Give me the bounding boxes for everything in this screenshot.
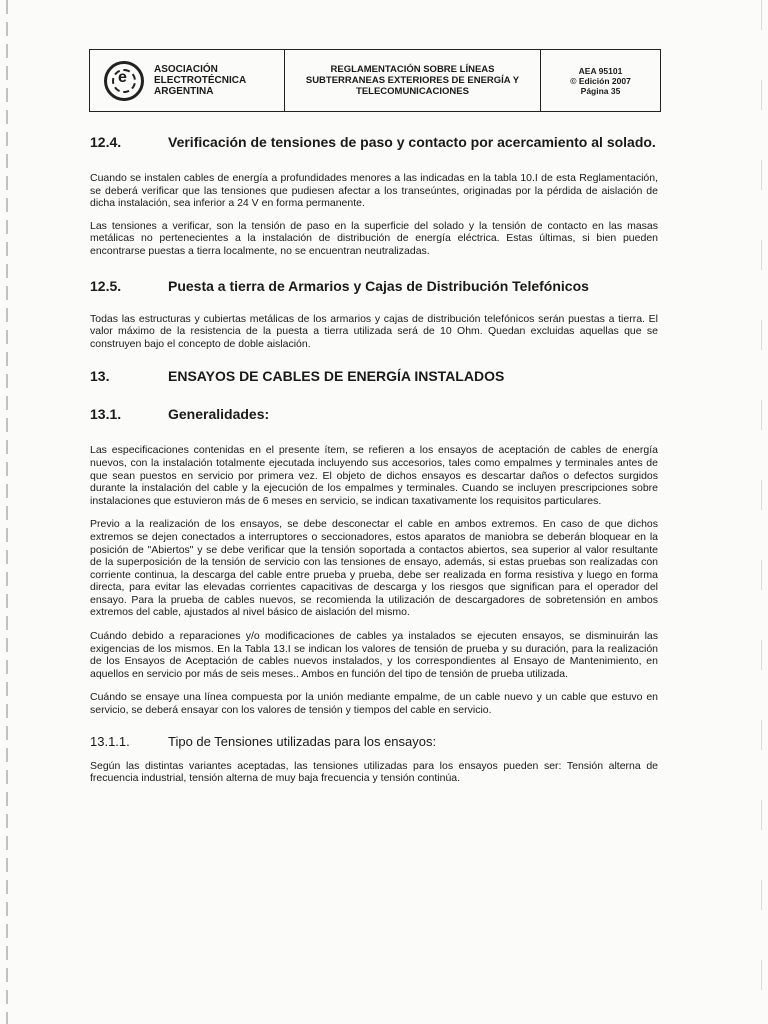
section-heading-12-5 [90,277,658,295]
doc-edition: © Edición 2007 [570,75,631,86]
org-line: ELECTROTÉCNICA [154,75,247,86]
header-title-cell [285,50,541,111]
org-line: ARGENTINA [154,86,214,97]
section-number: 13.1. [90,406,122,423]
scan-left-edge [6,0,8,1024]
section-heading-13 [90,367,658,385]
scan-right-edge [761,0,762,1024]
section-heading-13-1 [90,405,658,423]
paragraph: Según las distintas variantes aceptadas, las tensiones utilizadas para los ensayos pueden ser: Tensión alterna de frecuencia industrial, tensión alterna de muy baja frecuencia y tensión continúa. [90,759,658,785]
paragraph: Las especificaciones contenidas en el presente ítem, se refieren a los ensayos de aceptación de cables de energía nuevos, con la instalación totalmente ejecutada incluyendo sus accesorios, tales como empalmes y terminales antes de que sean puestos en servicio por primera vez. El objeto de dichos ensayos es descartar daños o defectos surgidos durante la instalación del cable y la ejecución de los empalmes y terminales. Cuando se incluyen prescripciones sobre instalaciones que estuvieron más de 6 meses en servicio, se indican taxativamente los requisitos particulares. [90,444,658,507]
paragraph: Cuándo debido a reparaciones y/o modificaciones de cables ya instalados se ejecuten ensayos, se disminuirán las exigencias de los mismos. En la Tabla 13.I se indican los valores de tensión de prueba y su duración, para la realización de los Ensayos de Aceptación de cables nuevos instalados, y los correspondientes al Ensayo de Mantenimiento, en aquellos en servicio por más de seis meses.. Ambos en función del tipo de tensión de prueba utilizada. [90,630,658,680]
section-heading-13-1-1 [90,734,658,750]
section-title: Tipo de Tensiones utilizadas para los ensayos: [168,733,437,749]
header-org-cell [90,50,285,111]
header-title-line: SUBTERRANEAS EXTERIORES DE ENERGÍA Y [305,75,520,86]
paragraph: Las tensiones a verificar, son la tensión de paso en la superficie del solado y la tensión de contacto en las masas metálicas no pertenecientes a la instalación de distribución de energía eléctrica. Estas últimas, si bien pueden encontrarse puestas a tierra localmente, no se encuentran neutralizadas. [90,219,658,257]
section-title: Generalidades: [168,406,270,423]
section-number: 12.5. [90,277,122,294]
paragraph: Cuando se instalen cables de energía a profundidades menores a las indicadas en la tabla 10.I de esta Reglamentación, se deberá verificar que las tensiones que pudiesen afectar a los transeúntes, originadas por la pérdida de aislación de dicha instalación, sea inferior a 24 V en forma permanente. [90,172,658,210]
page-number: Página 35 [580,85,621,96]
section-number: 13. [90,368,110,385]
header-title-line: TELECOMUNICACIONES [356,86,469,97]
paragraph: Cuándo se ensaye una línea compuesta por la unión mediante empalme, de un cable nuevo y un cable que estuvo en servicio, se deberá ensayar con los valores de tensión y tiempos del cable en servicio. [90,691,658,717]
page-header [89,49,661,112]
org-line: ASOCIACIÓN [154,64,218,75]
header-info-cell [541,50,660,111]
document-body [90,133,658,785]
section-title: Puesta a tierra de Armarios y Cajas de Distribución Telefónicos [168,277,589,294]
section-heading-12-4 [90,133,658,151]
paragraph: Previo a la realización de los ensayos, se debe desconectar el cable en ambos extremos. En caso de que dichos extremos se dejen conectados a interruptores o seccionadores, estos aparatos de maniobra se deberán bloquear en la posición de "Abiertos" y se debe verificar que la tensión soportada a contactos abiertos, sea superior al valor resultante de la superposición de la tensión de servicio con las tensiones de ensayo, además, si estas pruebas son realizadas con corriente continua, la descarga del cable entre prueba y prueba, debe ser realizada en forma resistiva y luego en forma directa, para evitar las elevadas corrientes capacitivas de descarga y los riesgos que significan para el operador del ensayo. Para la prueba de cables nuevos, se recomienda la utilización de descargadores de sobretensión en ambos extremos del cable, ajustados al nivel básico de aislación del mismo. [90,518,658,619]
aea-logo-icon [104,61,144,101]
section-title: Verificación de tensiones de paso y contacto por acercamiento al solado. [168,134,656,150]
section-title: ENSAYOS DE CABLES DE ENERGÍA INSTALADOS [168,368,505,385]
doc-code: AEA 95101 [578,65,623,76]
org-name [154,64,246,97]
section-number: 13.1.1. [90,733,130,749]
header-title-line: REGLAMENTACIÓN SOBRE LÍNEAS [330,64,495,75]
section-number: 12.4. [90,134,122,150]
paragraph: Todas las estructuras y cubiertas metálicas de los armarios y cajas de distribución telefónicos serán puestas a tierra. El valor máximo de la resistencia de la puesta a tierra utilizada será de 10 Ohm. Quedan excluidas aquellas que se construyen bajo el concepto de doble aislación. [90,312,658,350]
